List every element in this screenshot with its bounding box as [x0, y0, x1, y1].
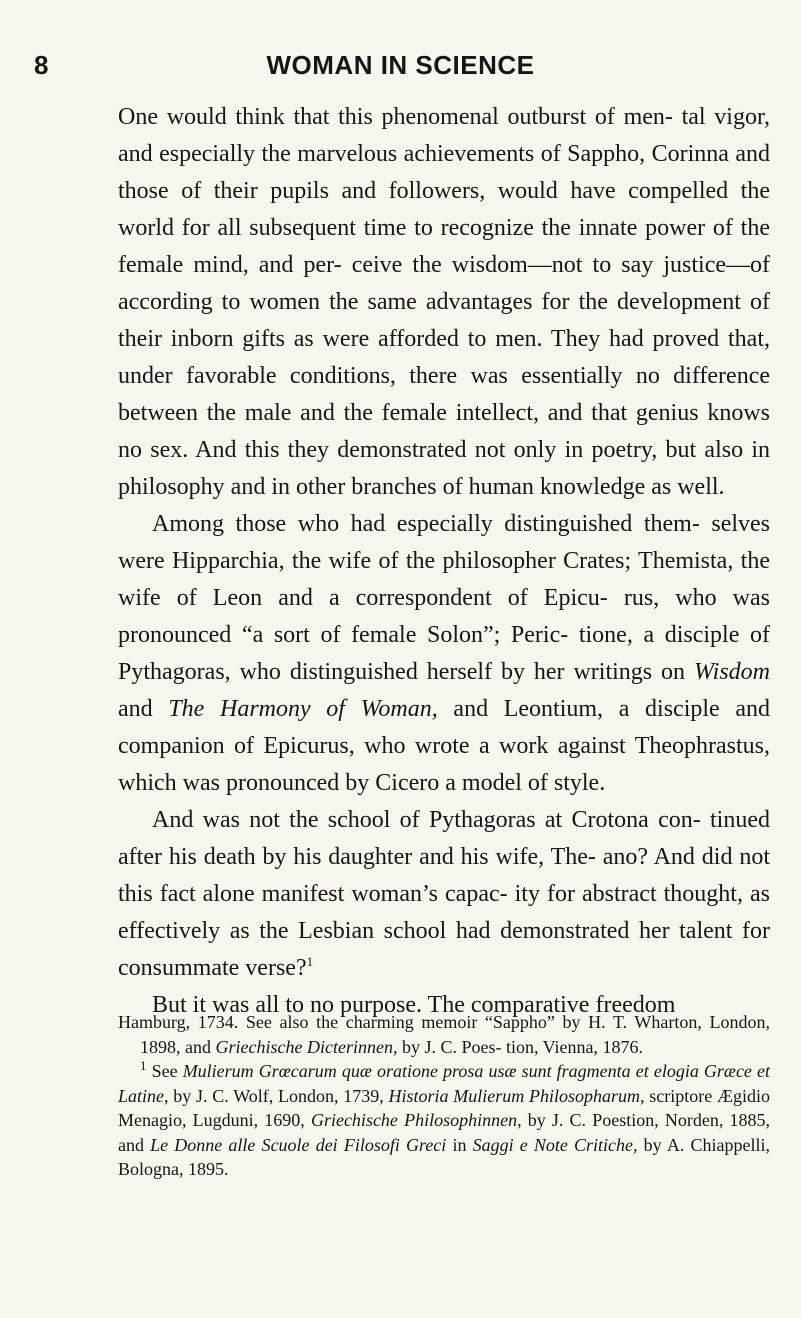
work-title-wisdom: Wisdom: [693, 659, 770, 685]
running-head: WOMAN IN SCIENCE: [266, 50, 535, 80]
page-header: [34, 50, 767, 90]
work-title-harmony: The Harmony of Woman,: [168, 696, 438, 722]
body-text: [118, 99, 770, 1024]
footnote-number: 1: [140, 1058, 147, 1073]
footnotes: [118, 1010, 770, 1182]
paragraph-2: Among those who had especially distinguished them- selves were Hipparchia, the wife of the philosopher Crates; Themista, the wife of Leon and a correspondent of Epicu- rus, who was pronounced “a sort of female Solon”; Peric- tione, a disciple of Pythagoras, who distinguished herself by her writings on Wisdom and The Harmony of Woman, and Leontium, a disciple and companion of Epicurus, who wrote a work against Theophrastus, which was pronounced by Cicero a model of style.: [118, 511, 771, 796]
paragraph-4: But it was all to no purpose. The comparative freedom: [152, 992, 676, 1018]
paragraph-3: And was not the school of Pythagoras at Crotona con- tinued after his death by his daughter and his wife, The- ano? And did not this fact alone manifest woman’s capac- ity for abstract thought, as effectively as the Lesbian school had demonstrated her talent for consummate verse?$^1$: [118, 807, 770, 981]
footnote-reference: 1: [306, 954, 314, 969]
paragraph-1: One would think that this phenomenal outburst of men- tal vigor, and especially the marvelous achievements of Sappho, Corinna and those of their pupils and followers, would have compelled the world for all subsequent time to recognize the innate power of the female mind, and per- ceive the wisdom—not to say justice—of according to women the same advantages for the development of their inborn gifts as were afforded to men. They had proved that, under favorable conditions, there was essentially no difference between the male and the female intellect, and that genius knows no sex. And this they demonstrated not only in poetry, but also in philosophy and in other branches of human knowledge as well.: [118, 104, 770, 500]
footnote-1: $^1$ See Mulierum Grœcarum quæ oratione prosa usæ sunt fragmenta et elogia Græce et Latine, by J. C. Wolf, London, 1739, Historia Mulierum Philosopharum, scriptore Ægidio Menagio, Lugduni, 1690, Griechische Philosophinnen, by J. C. Poestion, Norden, 1885, and Le Donne alle Scuole dei Filosofi Greci in Saggi e Note Critiche, by A. Chiappelli, Bologna, 1895.: [118, 1058, 771, 1179]
page-number: 8: [34, 50, 49, 80]
footnote-continued: Hamburg, 1734. See also the charming memoir “Sappho” by H. T. Wharton, London, 1898, and Griechische Dicterinnen, by J. C. Poes- tion, Vienna, 1876.: [118, 1012, 770, 1057]
